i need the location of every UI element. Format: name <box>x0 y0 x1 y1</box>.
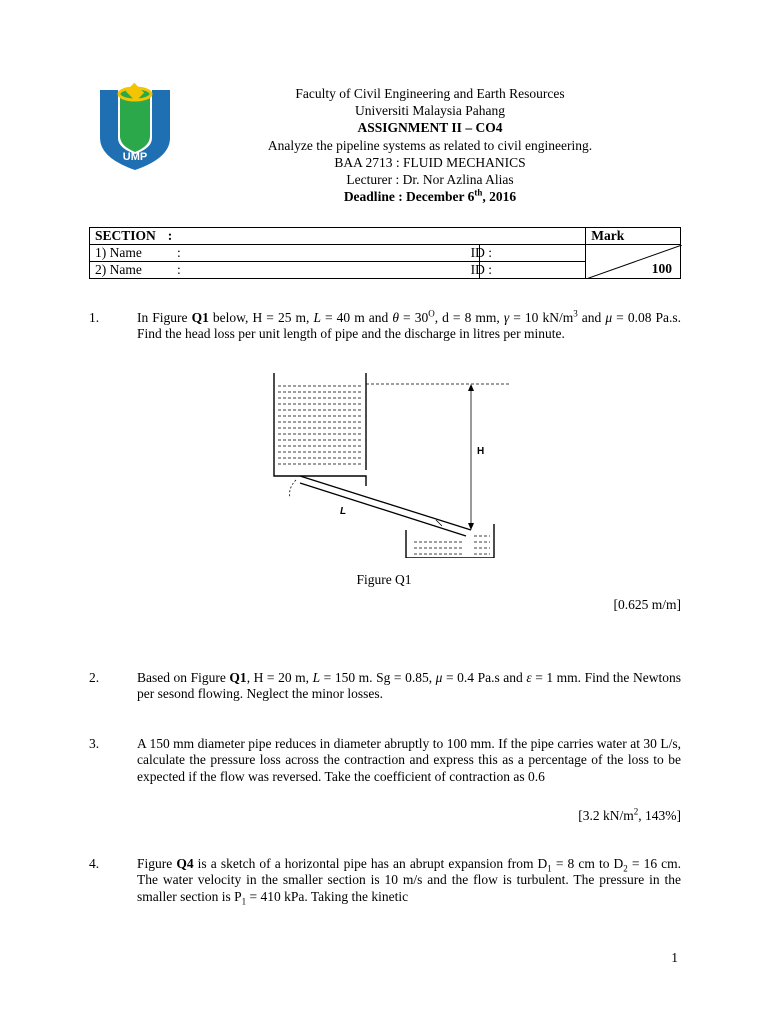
name1-label: 1) Name <box>95 245 142 260</box>
section-label: SECTION <box>95 228 156 243</box>
course-line: BAA 2713 : FLUID MECHANICS <box>334 154 526 170</box>
question-text: A 150 mm diameter pipe reduces in diameter abruptly to 100 mm. If the pipe carries water at 30 L/s, calculate the pressure loss across the contraction and express this as a percentage of the loss to be expected if the flow was reversed. Take the coefficient of contraction as 0.6 <box>137 736 681 784</box>
question-3 <box>89 736 681 785</box>
name2-cell[interactable] <box>90 262 480 279</box>
university-line: Universiti Malaysia Pahang <box>355 103 505 119</box>
lecturer-line: Lecturer : Dr. Nor Azlina Alias <box>346 172 514 188</box>
ump-crest-logo <box>98 80 172 172</box>
faculty-line: Faculty of Civil Engineering and Earth Resources <box>295 86 565 101</box>
id2-label: ID : <box>470 262 493 277</box>
question-text: Figure Q4 is a sketch of a horizontal pipe has an abrupt expansion from $D_1 = 8$ cm to $D_2 = 16$ cm. The water velocity in the smaller section is 10 m/s and the flow is turbulent. The pressure in the smaller section is $P_1 = 410$ kPa. Taking the kinetic <box>137 856 682 907</box>
question-number: 4. <box>89 856 100 871</box>
deadline-text: Deadline : December 6 <box>343 189 475 205</box>
question-4 <box>89 856 681 905</box>
q1-answer: [0.625 m/m] <box>613 597 681 612</box>
name1-colon: : <box>177 245 181 260</box>
question-number: 2. <box>89 670 100 685</box>
objective-line: Analyze the pipeline systems as related to civil engineering. <box>267 137 593 153</box>
question-number: 3. <box>89 736 100 751</box>
deadline-line <box>200 188 660 205</box>
figure-caption: Figure Q1 <box>356 572 412 587</box>
id2-cell[interactable] <box>470 262 586 279</box>
figure-q1-diagram <box>266 368 516 558</box>
page-number: 1 <box>671 950 678 965</box>
question-text: In Figure Q1 below, H = 25 m, L = 40 m and $\theta = 30^O$, d = 8 mm, γ = 10 $kN/m^3$ and μ = 0.08 Pa.s. Find the head loss per unit length of pipe and the discharge in litres per minute. <box>137 308 681 342</box>
label-L: L <box>340 506 347 517</box>
name2-colon: : <box>177 262 181 277</box>
label-H: H <box>477 446 485 457</box>
assignment-title: ASSIGNMENT II – CO4 <box>357 120 503 136</box>
question-number: 1. <box>89 310 100 325</box>
document-header <box>200 85 660 205</box>
section-cell[interactable] <box>90 228 586 245</box>
deadline-year: , 2016 <box>482 189 517 205</box>
section-colon: : <box>167 228 173 243</box>
name2-label: 2) Name <box>95 262 142 277</box>
question-1 <box>89 310 681 343</box>
mark-total: 100 <box>651 261 672 276</box>
name1-cell[interactable] <box>90 245 480 262</box>
deadline-sup: th <box>474 187 483 198</box>
id1-cell[interactable] <box>470 245 586 262</box>
question-2 <box>89 670 681 703</box>
logo-text: UMP <box>122 151 148 163</box>
id1-label: ID : <box>470 245 493 260</box>
mark-header: Mark <box>586 228 681 245</box>
mark-cell[interactable] <box>586 245 681 279</box>
question-text: Based on Figure Q1, H = 20 m, L = 150 m. Sg = 0.85, μ = 0.4 Pa.s and ε = 1 mm. Find the Newtons per sesond flowing. Neglect the minor losses. <box>137 670 681 702</box>
q3-answer: [3.2 $kN/m^2$, 143%] <box>578 806 681 823</box>
student-info-table <box>89 227 681 279</box>
